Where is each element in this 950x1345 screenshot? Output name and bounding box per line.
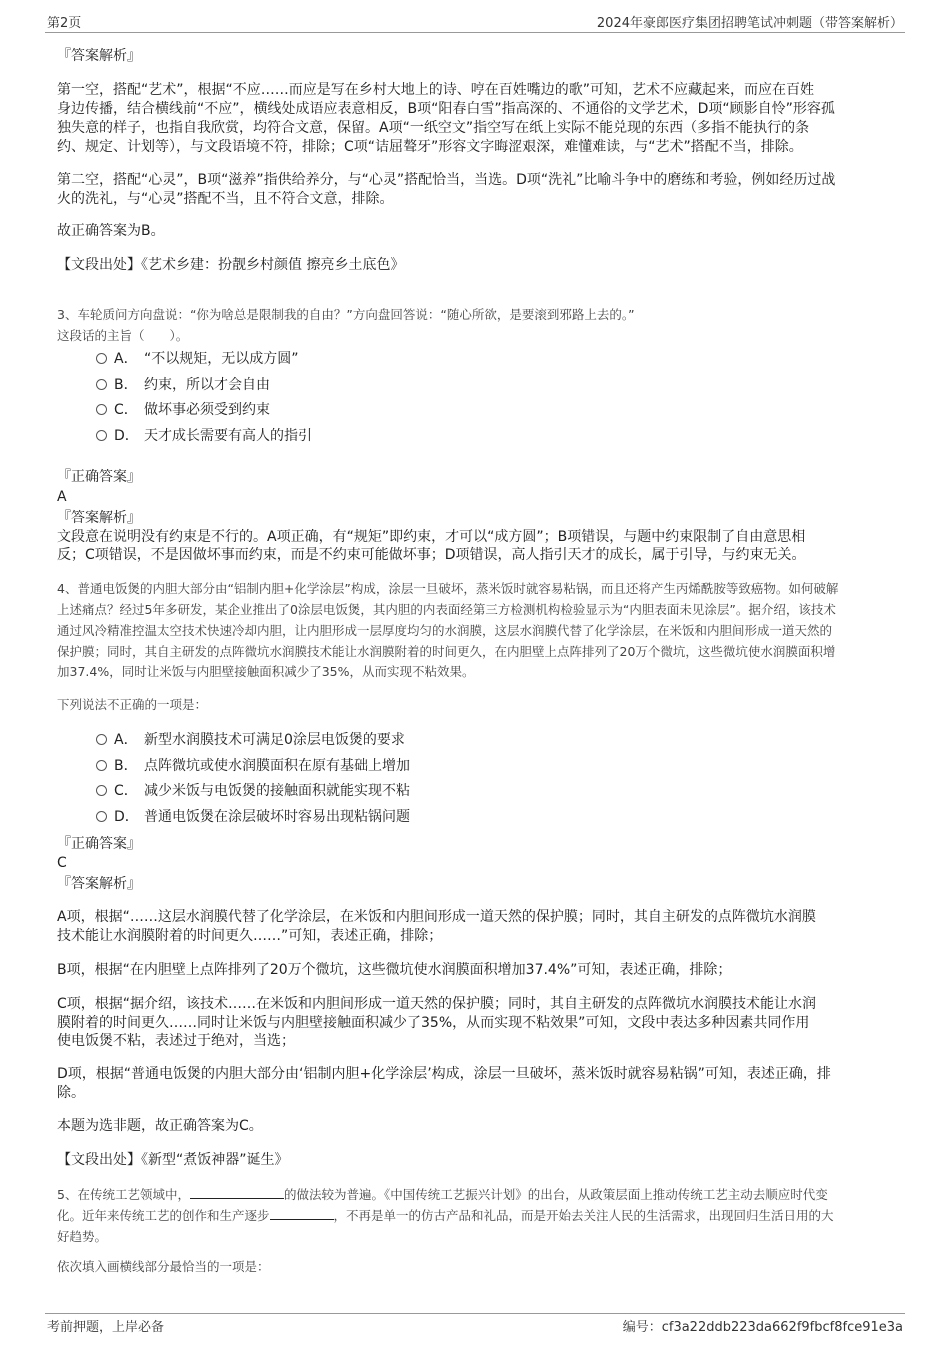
q2-source: 【文段出处】《艺术乡建：扮靓乡村颜值 擦亮乡土底色》: [57, 257, 405, 273]
q3-stem-line: 这段话的主旨（ ）。: [57, 328, 189, 343]
q4-stem-line: 保护膜；同时，其自主研发的点阵微坑水润膜技术能让水润膜附着的时间更久，在内胆壁上点阵排列了20万个微坑，这些微坑使水润膜面积增: [57, 644, 836, 659]
q4-analysis-b: B项，根据“在内胆壁上点阵排列了20万个微坑，这些微坑使水润膜面积增加37.4%”可知，表述正确，排除；: [57, 962, 732, 978]
q4-analysis-a-line: 技术能让水润膜附着的时间更久……”可知，表述正确，排除；: [57, 928, 443, 944]
blank-underline[interactable]: [270, 1205, 334, 1220]
q3-option-a[interactable]: A． “不以规矩，无以成方圆”: [96, 348, 299, 370]
document-title: 2024年豪郎医疗集团招聘笔试冲刺题（带答案解析）: [596, 16, 903, 31]
blank-underline[interactable]: [190, 1184, 284, 1199]
q4-analysis-a-line: A项，根据“……这层水润膜代替了化学涂层，在米饭和内胆间形成一道天然的保护膜；同时，其自主研发的点阵微坑水润膜: [57, 909, 816, 925]
radio-icon[interactable]: [96, 379, 107, 390]
q2-para2-line: 火的洗礼，与“心灵”搭配不当，且不符合文意，排除。: [57, 191, 394, 207]
radio-icon[interactable]: [96, 430, 107, 441]
q4-analysis-c-line: C项，根据“据介绍，该技术……在米饭和内胆间形成一道天然的保护膜；同时，其自主研发的点阵微坑水润膜技术能让水润: [57, 996, 817, 1012]
q5-stem-line: 好趋势。: [57, 1229, 108, 1244]
radio-icon[interactable]: [96, 811, 107, 822]
q3-stem-line: 3、车轮质问方向盘说：“你为啥总是限制我的自由？”方向盘回答说：“随心所欲，是要滚到邪路上去的。”: [57, 307, 635, 322]
radio-icon[interactable]: [96, 785, 107, 796]
q2-para1-line: 身边传播，结合横线前“不应”，横线处成语应表意相反，B项“阳春白雪”指高深的、不通俗的文学艺术，D项“顾影自怜”形容孤: [57, 101, 835, 117]
q4-stem-line: 通过风冷精准控温太空技术快速冷却内胆，让内胆形成一层厚度均匀的水润膜，这层水润膜代替了化学涂层，在米饭和内胆间形成一道天然的: [57, 623, 833, 638]
q3-analysis-line: 文段意在说明没有约束是不行的。A项正确，有“规矩”即约束，才可以“成方圆”；B项错误，与题中约束限制了自由意思相: [57, 529, 806, 545]
q4-analysis-c-line: 膜附着的时间更久……同时让米饭与内胆壁接触面积减少了35%，从而实现不粘效果”可知，文段中表达多种因素共同作用: [57, 1015, 810, 1031]
q3-option-c[interactable]: C． 做坏事必须受到约束: [96, 399, 270, 421]
q2-para1-line: 独失意的样子，也指自我欣赏，均符合文意，保留。A项“一纸空文”指空写在纸上实际不能兑现的东西（多指不能执行的条: [57, 120, 810, 136]
q4-stem-line: 上述痛点？经过5年多研发，某企业推出了0涂层电饭煲，其内胆的内表面经第三方检测机构检验显示为“内胆表面未见涂层”。据介绍，该技术: [57, 602, 836, 617]
footer-slogan: 考前押题，上岸必备: [47, 1320, 165, 1335]
q4-option-a[interactable]: A． 新型水润膜技术可满足0涂层电饭煲的要求: [96, 729, 405, 751]
q3-option-b[interactable]: B． 约束，所以才会自由: [96, 374, 270, 396]
q4-conclusion: 本题为选非题，故正确答案为C。: [57, 1118, 263, 1134]
q4-source: 【文段出处】《新型“煮饭神器”诞生》: [57, 1152, 289, 1168]
radio-icon[interactable]: [96, 353, 107, 364]
page-header: [45, 12, 905, 33]
q3-analysis-label: 『答案解析』: [57, 510, 141, 526]
q3-correct-label: 『正确答案』: [57, 469, 141, 485]
q5-prompt: 依次填入画横线部分最恰当的一项是：: [57, 1259, 270, 1274]
q4-stem-line: 加37.4%，同时让米饭与内胆壁接触面积减少了35%，从而实现不粘效果。: [57, 664, 475, 679]
q4-option-c[interactable]: C． 减少米饭与电饭煲的接触面积就能实现不粘: [96, 780, 410, 802]
radio-icon[interactable]: [96, 404, 107, 415]
q4-option-b[interactable]: B． 点阵微坑或使水润膜面积在原有基础上增加: [96, 755, 410, 777]
q4-option-d[interactable]: D． 普通电饭煲在涂层破坏时容易出现粘锅问题: [96, 806, 410, 828]
q4-analysis-d-line: 除。: [57, 1085, 85, 1101]
q2-conclusion: 故正确答案为B。: [57, 223, 165, 239]
q2-para1-line: 第一空，搭配“艺术”，根据“不应……而应是写在乡村大地上的诗、哼在百姓嘴边的歌”可知，艺术不应藏起来，而应在百姓: [57, 82, 815, 98]
q4-correct-label: 『正确答案』: [57, 836, 141, 852]
q4-stem-line: 4、普通电饭煲的内胆大部分由“铝制内胆+化学涂层”构成，涂层一旦破坏，蒸米饭时就容易粘锅，而且还将产生丙烯酰胺等致癌物。如何破解: [57, 581, 839, 596]
q2-para1-line: 约、规定、计划等），与文段语境不符，排除；C项“诘屈聱牙”形容文字晦涩艰深，难懂难读，与“艺术”搭配不当，排除。: [57, 139, 803, 155]
radio-icon[interactable]: [96, 734, 107, 745]
q5-stem-line: 5、在传统工艺领域中， 的做法较为普遍。《中国传统工艺振兴计划》的出台，从政策层面上推动传统工艺主动去顺应时代变: [57, 1184, 828, 1205]
q3-analysis-line: 反；C项错误，不是因做坏事而约束，而是不约束可能做坏事；D项错误，高人指引天才的成长，属于引导，与约束无关。: [57, 547, 806, 563]
q2-para2-line: 第二空，搭配“心灵”，B项“滋养”指供给养分，与“心灵”搭配恰当，当选。D项“洗礼”比喻斗争中的磨练和考验，例如经历过战: [57, 172, 836, 188]
q2-analysis-label: 『答案解析』: [57, 48, 141, 64]
q4-prompt: 下列说法不正确的一项是：: [57, 697, 208, 712]
document-code: 编号：cf3a22ddb223da662f9fbcf8fce91e3a: [622, 1320, 903, 1335]
page-footer: [45, 1313, 905, 1336]
q4-answer: C: [57, 855, 67, 871]
q3-option-d[interactable]: D． 天才成长需要有高人的指引: [96, 425, 312, 447]
q3-answer: A: [57, 489, 67, 505]
page-number: 第2页: [47, 16, 82, 31]
q5-stem-line: 化。近年来传统工艺的创作和生产逐步 ，不再是单一的仿古产品和礼品，而是开始去关注人民的生活需求，出现回归生活日用的大: [57, 1205, 834, 1226]
radio-icon[interactable]: [96, 760, 107, 771]
q4-analysis-label: 『答案解析』: [57, 876, 141, 892]
q4-analysis-c-line: 使电饭煲不粘，表述过于绝对，当选；: [57, 1033, 295, 1049]
q4-analysis-d-line: D项，根据“普通电饭煲的内胆大部分由‘铝制内胆+化学涂层’构成，涂层一旦破坏，蒸米饭时就容易粘锅”可知，表述正确，排: [57, 1066, 831, 1082]
